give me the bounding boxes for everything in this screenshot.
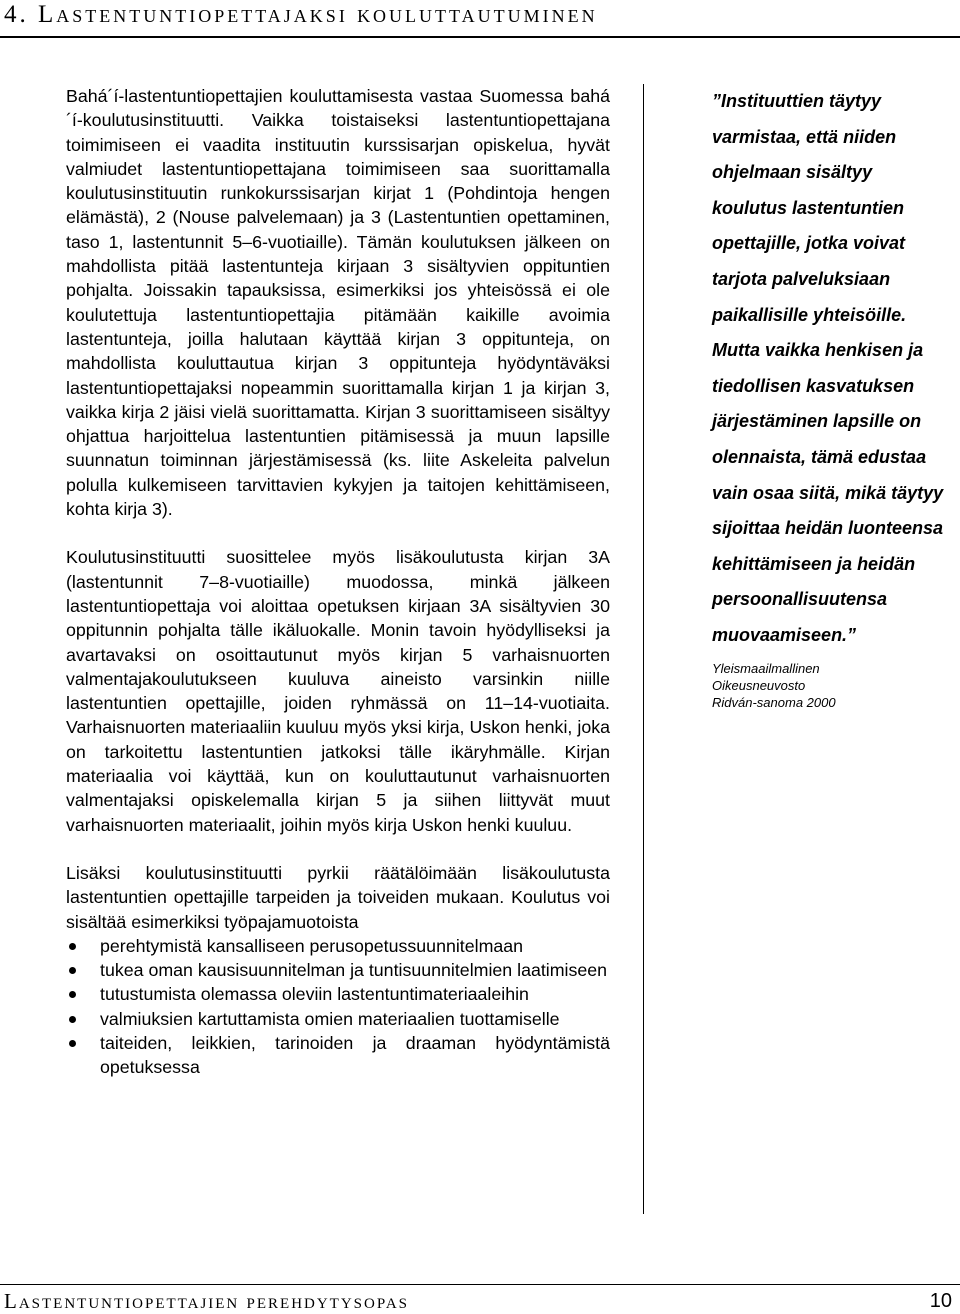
paragraph-2: Koulutusinstituutti suosittelee myös lisäkoulutusta kirjan 3A (lastentunnit 7–8-vuotiaille) muodossa, minkä jälkeen lastentuntiopettaja voi aloittaa opetuksen kirjaan 3A sisältyvien 30 oppitunnin pohjalta tälle ikäluokalle. Monin tavoin hyödylliseksi ja avartavaksi on osoittautunut myös kirjan 5 varhaisnuorten valmentajakoulutukseen kuuluva aineisto varsinkin niille lastentuntien opettajille, joiden ryhmässä on 11–14-vuotiaita. Varhaisnuorten materiaaliin kuuluu myös yksi kirja, Uskon henki, joka on tarkoitettu lastentuntien jatkoksi tälle ikäryhmälle. Kirjan materiaalia voi käyttää, kun on kouluttautunut varhaisnuorten valmentajaksi opiskelemalla kirjan 5 ja siihen liittyvät muut varhaisnuorten materiaalit, joihin myös kirja Uskon henki kuuluu. bbox=[66, 547, 610, 835]
chapter-title: 4. Lastentuntiopettajaksi kouluttautuminen bbox=[4, 1, 598, 28]
quote-text: ”Instituuttien täytyy varmistaa, että niiden ohjelmaan sisältyy koulutus lastentuntien opettajille, jotka voivat tarjota palveluksiaan paikallisille yhteisöille. Mutta vaikka henkisen ja tiedollisen kasvatuksen järjestäminen lapsille on olennaista, tämä edustaa vain osaa siitä, mikä täytyy sijoittaa heidän luonteensa kehittämiseen ja heidän persoonallisuutensa muovaamiseen.” bbox=[712, 91, 944, 645]
list-item bbox=[66, 982, 610, 1006]
column-divider bbox=[643, 84, 644, 1214]
list-item bbox=[66, 1031, 610, 1080]
list-item-text: tukea oman kausisuunnitelman ja tuntisuunnitelmien laatimiseen bbox=[100, 960, 608, 981]
list-item bbox=[66, 934, 610, 958]
bullet-icon bbox=[69, 943, 76, 950]
list-item-text: perehtymistä kansalliseen perusopetussuunnitelmaan bbox=[100, 935, 524, 956]
page-footer bbox=[0, 1284, 960, 1314]
attribution-line-3: Ridván-sanoma 2000 bbox=[712, 694, 836, 710]
chapter-heading bbox=[0, 0, 960, 38]
list-item bbox=[66, 958, 610, 982]
main-text-column bbox=[66, 84, 610, 1080]
bullet-icon bbox=[69, 1040, 76, 1047]
bullet-list bbox=[66, 934, 610, 1080]
footer-title: Lastentuntiopettajien perehdytysopas bbox=[4, 1289, 409, 1313]
sidebar-quote bbox=[712, 84, 952, 711]
page-number: 10 bbox=[929, 1290, 952, 1312]
attribution-line-2: Oikeusneuvosto bbox=[712, 677, 806, 693]
quote-attribution bbox=[712, 660, 952, 711]
bullet-icon bbox=[69, 1016, 76, 1023]
list-item-text: valmiuksien kartuttamista omien materiaalien tuottamiselle bbox=[100, 1008, 560, 1029]
attribution-line-1: Yleismaailmallinen bbox=[712, 660, 820, 676]
list-item-text: tutustumista olemassa oleviin lastentuntimateriaaleihin bbox=[100, 984, 529, 1005]
paragraph-3: Lisäksi koulutusinstituutti pyrkii räätälöimään lisäkoulutusta lastentuntien opettajille tarpeiden ja toiveiden mukaan. Koulutus voi sisältää esimerkiksi työpajamuotoista bbox=[66, 862, 610, 932]
bullet-icon bbox=[69, 991, 76, 998]
list-item bbox=[66, 1007, 610, 1031]
paragraph-1: Bahá´í-lastentuntiopettajien kouluttamisesta vastaa Suomessa bahá´í-koulutusinstituutti. Vaikka toistaiseksi lastentuntiopettajana toimimiseen ei vaadita instituutin kurssisarjan opiskelua, hyvät valmiudet lastentuntiopettajana toimimiseen saa suorittamalla koulutusinstituutin runkokurssisarjan kirjat 1 (Pohdintoja hengen elämästä), 2 (Nouse palvelemaan) ja 3 (Lastentuntien opettaminen, taso 1, lastentunnit 5–6-vuotiaille). Tämän koulutuksen jälkeen on mahdollista pitää lastentunteja kirjaan 3 sisältyvien oppituntien pohjalta. Joissakin tapauksissa, esimerkiksi jos yhteisössä ei ole koulutettuja lastentuntiopettajia pitämään kaikille avoimia lastentunteja, joilla halutaan käyttää kirjan 3 oppitunteja, on mahdollista kouluttautua kirjan 3 oppitunteja hyödyntäväksi lastentuntiopettajaksi nopeammin suorittamalla kirjan 1 ja kirjan 3, vaikka kirja 2 jäisi vielä suorittamatta. Kirjan 3 suorittamiseen sisältyy ohjattua harjoittelua lastentuntien pitämisessä ja muun lapsille suunnatun toiminnan järjestämisessä (ks. liite Askeleita palvelun polulla kulkemiseen tarvittavien kykyjen ja taitojen kehittämiseen, kohta kirja 3). bbox=[66, 86, 610, 520]
list-item-text: taiteiden, leikkien, tarinoiden ja draaman hyödyntämistä opetuksessa bbox=[100, 1032, 610, 1078]
bullet-icon bbox=[69, 967, 76, 974]
